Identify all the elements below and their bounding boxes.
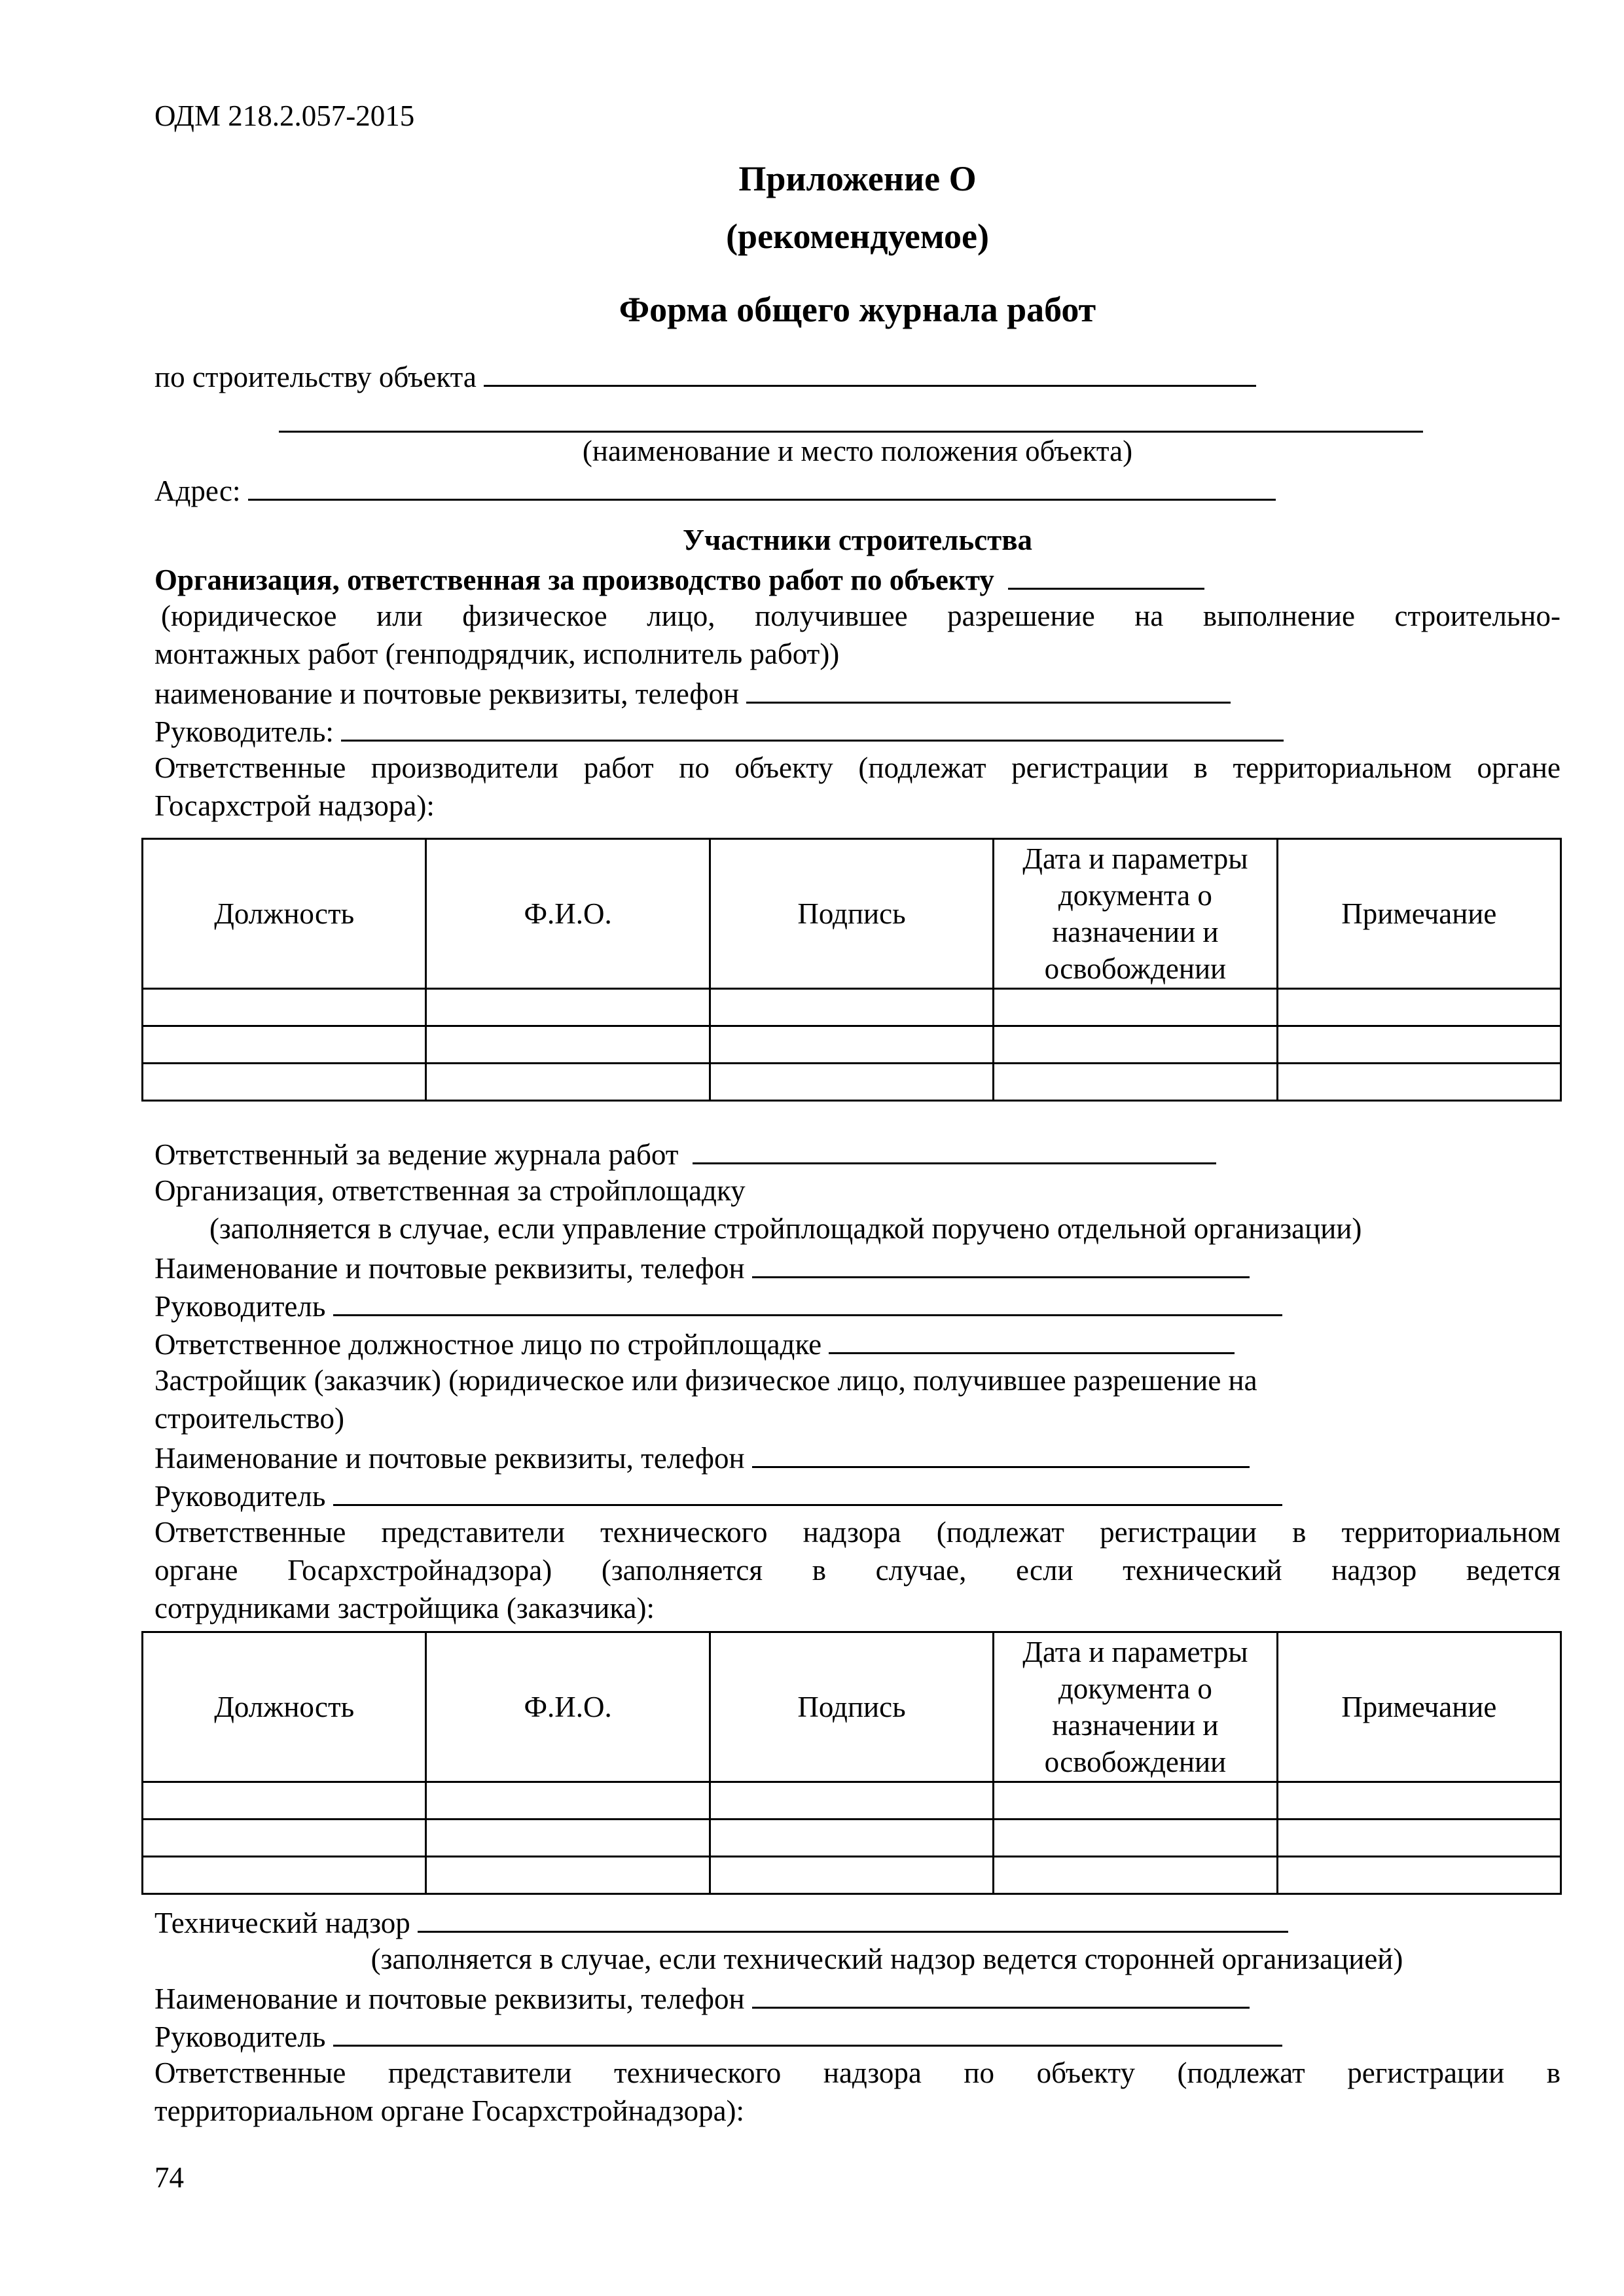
address-line xyxy=(154,470,1561,510)
site-official-label: Ответственное должностное лицо по стройплощадке xyxy=(154,1328,822,1361)
org-note-2: монтажных работ (генподрядчик, исполнитель работ)) xyxy=(154,637,840,670)
resp-producers-1: Ответственные производители работ по объекту (подлежат регистрации в территориальном органе xyxy=(154,751,1561,784)
responsible-org-field[interactable] xyxy=(1008,559,1204,590)
table-cell[interactable] xyxy=(994,1782,1277,1820)
object-label: по строительству объекта xyxy=(154,361,477,393)
table-cell[interactable] xyxy=(143,1820,426,1857)
header-note: Примечание xyxy=(1277,839,1561,989)
table-cell[interactable] xyxy=(426,989,710,1026)
site-official-field[interactable] xyxy=(829,1323,1235,1354)
table-row xyxy=(143,989,1561,1026)
developer-tech-2: органе Госархстройнадзора) (заполняется в случае, если технический надзор ведется xyxy=(154,1554,1561,1587)
page-number: 74 xyxy=(154,2161,184,2194)
org-head-label: Руководитель: xyxy=(154,715,334,748)
table-cell[interactable] xyxy=(143,989,426,1026)
header-position: Должность xyxy=(143,839,426,989)
object-field-2[interactable] xyxy=(279,402,1423,433)
site-requisites-field[interactable] xyxy=(752,1247,1250,1278)
site-requisites-line xyxy=(154,1247,1561,1287)
developer-tech-1: Ответственные представители технического надзора (подлежат регистрации в территориальном xyxy=(154,1516,1561,1549)
site-head-field[interactable] xyxy=(333,1285,1282,1316)
table-cell[interactable] xyxy=(994,1820,1277,1857)
developer-head-line xyxy=(154,1475,1561,1515)
appendix-title: Приложение О xyxy=(738,159,977,198)
header-signature: Подпись xyxy=(710,839,993,989)
header-position: Должность xyxy=(143,1632,426,1782)
header-doc-date: Дата и параметры документа о назначении и освобождении xyxy=(994,839,1277,989)
org-requisites-label: наименование и почтовые реквизиты, телефон xyxy=(154,677,740,710)
table-cell[interactable] xyxy=(426,1820,710,1857)
header-signature: Подпись xyxy=(710,1632,993,1782)
table-cell[interactable] xyxy=(1277,1782,1561,1820)
tech-supervision-line xyxy=(154,1902,1561,1942)
resp-producers-2: Госархстрой надзора): xyxy=(154,789,435,822)
table-cell[interactable] xyxy=(1277,1857,1561,1894)
developer-requisites-label: Наименование и почтовые реквизиты, телефон xyxy=(154,1442,745,1475)
table-cell[interactable] xyxy=(710,1820,993,1857)
site-head-label: Руководитель xyxy=(154,1290,326,1323)
site-official-line xyxy=(154,1323,1561,1363)
table-cell[interactable] xyxy=(994,1064,1277,1101)
tech-supervision-label: Технический надзор xyxy=(154,1907,410,1939)
site-head-line xyxy=(154,1285,1561,1325)
org-head-line xyxy=(154,711,1561,751)
table-cell[interactable] xyxy=(994,1026,1277,1064)
tech-requisites-field[interactable] xyxy=(752,1978,1250,2009)
participants-heading: Участники строительства xyxy=(682,524,1033,556)
address-label: Адрес: xyxy=(154,475,241,507)
site-org-note: (заполняется в случае, если управление стройплощадкой поручено отдельной организации) xyxy=(209,1212,1362,1245)
table-row xyxy=(143,1857,1561,1894)
table-cell[interactable] xyxy=(1277,989,1561,1026)
table-cell[interactable] xyxy=(1277,1820,1561,1857)
tech-head-field[interactable] xyxy=(333,2016,1282,2047)
developer-line-1: Застройщик (заказчик) (юридическое или физическое лицо, получившее разрешение на xyxy=(154,1364,1257,1397)
table-cell[interactable] xyxy=(710,989,993,1026)
table-row xyxy=(143,1026,1561,1064)
journal-resp-field[interactable] xyxy=(693,1134,1216,1164)
table-cell[interactable] xyxy=(994,1857,1277,1894)
table-header-row xyxy=(143,839,1561,989)
address-field[interactable] xyxy=(248,470,1276,501)
developer-tech-3: сотрудниками застройщика (заказчика): xyxy=(154,1592,655,1624)
table-cell[interactable] xyxy=(426,1064,710,1101)
journal-resp-line xyxy=(154,1134,1561,1174)
header-name: Ф.И.О. xyxy=(426,839,710,989)
header-name: Ф.И.О. xyxy=(426,1632,710,1782)
developer-line-2: строительство) xyxy=(154,1402,344,1435)
developer-head-label: Руководитель xyxy=(154,1480,326,1513)
responsible-org-line xyxy=(154,559,1561,599)
responsible-org-label: Организация, ответственная за производство работ по объекту xyxy=(154,564,994,596)
table-cell[interactable] xyxy=(710,1782,993,1820)
site-org-label: Организация, ответственная за стройплощадку xyxy=(154,1174,746,1207)
table-cell[interactable] xyxy=(426,1857,710,1894)
org-head-field[interactable] xyxy=(341,711,1284,742)
tech-requisites-label: Наименование и почтовые реквизиты, телефон xyxy=(154,1982,745,2015)
tech-supervision-field[interactable] xyxy=(418,1902,1288,1933)
table-cell[interactable] xyxy=(710,1026,993,1064)
developer-requisites-line xyxy=(154,1437,1561,1477)
table-row xyxy=(143,1064,1561,1101)
table-cell[interactable] xyxy=(143,1857,426,1894)
table-row xyxy=(143,1782,1561,1820)
form-title: Форма общего журнала работ xyxy=(619,290,1096,329)
table-cell[interactable] xyxy=(1277,1026,1561,1064)
org-requisites-field[interactable] xyxy=(746,673,1231,704)
producers-table xyxy=(141,838,1562,1102)
tech-supervision-table xyxy=(141,1631,1562,1895)
journal-resp-label: Ответственный за ведение журнала работ xyxy=(154,1138,679,1171)
tech-head-label: Руководитель xyxy=(154,2020,326,2053)
header-doc-date: Дата и параметры документа о назначении и освобождении xyxy=(994,1632,1277,1782)
header-note: Примечание xyxy=(1277,1632,1561,1782)
tech-head-line xyxy=(154,2016,1561,2056)
tech-reps-2: территориальном органе Госархстройнадзора): xyxy=(154,2094,745,2127)
table-header-row xyxy=(143,1632,1561,1782)
table-cell[interactable] xyxy=(710,1857,993,1894)
object-caption: (наименование и место положения объекта) xyxy=(582,435,1133,467)
table-cell[interactable] xyxy=(426,1782,710,1820)
tech-supervision-note: (заполняется в случае, если технический надзор ведется сторонней организацией) xyxy=(370,1943,1403,1975)
object-line xyxy=(154,356,1561,396)
org-note-1: (юридическое или физическое лицо, получившее разрешение на выполнение строительно- xyxy=(161,600,1561,632)
object-field[interactable] xyxy=(484,356,1256,387)
table-cell[interactable] xyxy=(143,1064,426,1101)
table-cell[interactable] xyxy=(143,1026,426,1064)
tech-reps-1: Ответственные представители технического надзора по объекту (подлежат регистрации в xyxy=(154,2056,1561,2089)
table-cell[interactable] xyxy=(994,989,1277,1026)
table-row xyxy=(143,1820,1561,1857)
appendix-status: (рекомендуемое) xyxy=(726,217,989,256)
table-cell[interactable] xyxy=(426,1026,710,1064)
developer-requisites-field[interactable] xyxy=(752,1437,1250,1468)
tech-requisites-line xyxy=(154,1978,1561,2018)
document-code: ОДМ 218.2.057-2015 xyxy=(154,99,415,132)
table-cell[interactable] xyxy=(143,1782,426,1820)
table-cell[interactable] xyxy=(710,1064,993,1101)
org-requisites-line xyxy=(154,673,1561,713)
developer-head-field[interactable] xyxy=(333,1475,1282,1506)
site-requisites-label: Наименование и почтовые реквизиты, телефон xyxy=(154,1252,745,1285)
table-cell[interactable] xyxy=(1277,1064,1561,1101)
